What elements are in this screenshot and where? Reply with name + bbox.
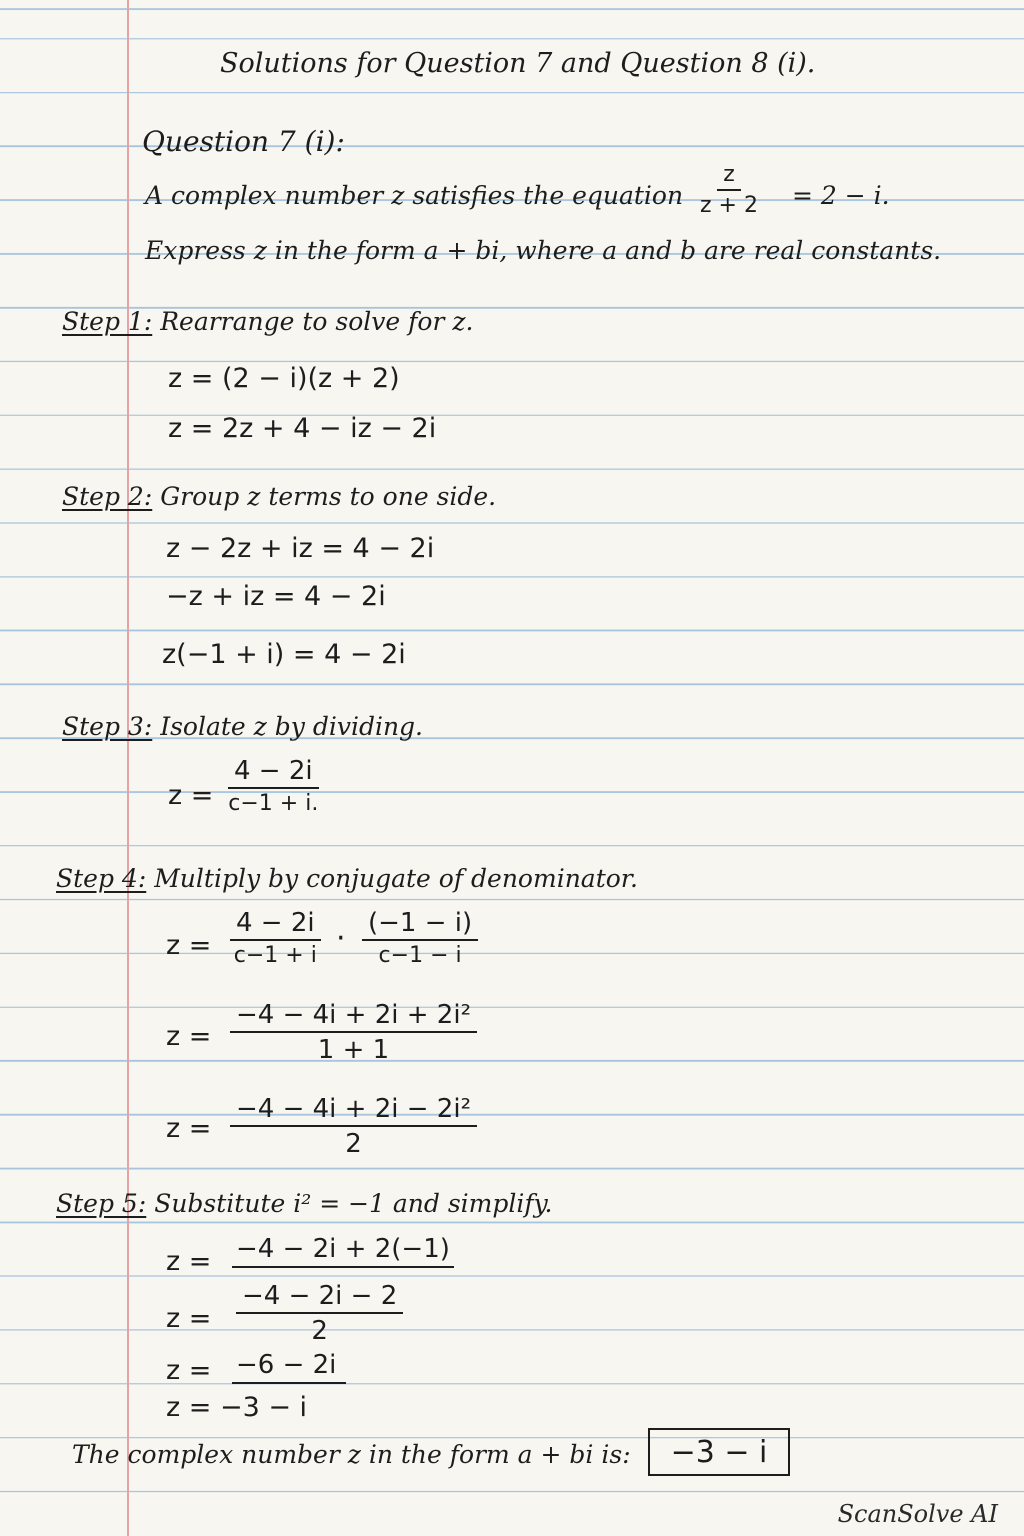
step4-fraction-1: [230, 910, 321, 967]
step4-fraction-3: [230, 1002, 477, 1063]
step2-desc: Group z terms to one side.: [160, 482, 497, 511]
step5-heading: [56, 1191, 552, 1216]
step4-f4-denominator: 2: [345, 1129, 362, 1159]
step4-heading: [56, 866, 638, 891]
step4-z-equals-1: z =: [166, 930, 212, 961]
step2-label: Step 2:: [62, 482, 153, 511]
notebook-margin-line: [127, 0, 129, 1536]
step3-desc: Isolate z by dividing.: [160, 712, 424, 741]
step3-z-equals: z =: [168, 780, 214, 811]
step3-numerator: 4 − 2i: [228, 758, 319, 789]
step4-f2-numerator: (−1 − i): [362, 910, 478, 941]
question-eq-numerator: z: [717, 164, 741, 191]
step3-label: Step 3:: [62, 712, 153, 741]
step5-desc: Substitute i² = −1 and simplify.: [154, 1189, 553, 1218]
step5-f2-denominator: 2: [311, 1316, 328, 1346]
page-title: Solutions for Question 7 and Question 8 (i).: [220, 48, 816, 79]
brand-watermark: ScanSolve AI: [837, 1500, 998, 1528]
step1-line-2: z = 2z + 4 − iz − 2i: [168, 413, 437, 444]
step5-z-equals-3: z =: [166, 1355, 212, 1386]
step4-z-equals-3: z =: [166, 1113, 212, 1144]
question-eq-rhs: = 2 − i.: [792, 181, 890, 210]
step2-line-3: z(−1 + i) = 4 − 2i: [162, 639, 406, 670]
step4-z-equals-2: z =: [166, 1021, 212, 1052]
answer-box: −3 − i: [648, 1428, 790, 1476]
step5-final-line: z = −3 − i: [166, 1392, 308, 1423]
step4-f1-denominator: c−1 + i: [233, 943, 317, 968]
step2-line-1: z − 2z + iz = 4 − 2i: [166, 533, 435, 564]
step5-f1-numerator: −4 − 2i + 2(−1): [232, 1236, 454, 1268]
question-line-1: A complex number z satisfies the equation: [145, 181, 684, 210]
step2-heading: [62, 484, 496, 509]
conclusion-text: The complex number z in the form a + bi is:: [72, 1440, 631, 1469]
step4-f2-denominator: c−1 − i: [378, 943, 462, 968]
question-heading: Question 7 (i):: [142, 125, 345, 158]
step4-f4-numerator: −4 − 4i + 2i − 2i²: [230, 1096, 477, 1127]
step5-f3-numerator: −6 − 2i: [232, 1352, 346, 1384]
step1-desc: Rearrange to solve for z.: [160, 307, 474, 336]
step5-f2-numerator: −4 − 2i − 2: [236, 1283, 403, 1314]
step4-f1-numerator: 4 − 2i: [230, 910, 321, 941]
step4-fraction-2: [362, 910, 478, 967]
question-equation-fraction: [700, 164, 758, 217]
step3-denominator: c−1 + i.: [228, 791, 319, 816]
step1-label: Step 1:: [62, 307, 153, 336]
step4-multiply-dot: ·: [336, 921, 346, 956]
step5-z-equals-2: z =: [166, 1303, 212, 1334]
question-eq-denominator: z + 2: [700, 193, 758, 218]
step5-label: Step 5:: [56, 1189, 147, 1218]
step2-line-2: −z + iz = 4 − 2i: [166, 581, 386, 612]
step3-heading: [62, 714, 423, 739]
step4-label: Step 4:: [56, 864, 147, 893]
step4-fraction-4: [230, 1096, 477, 1157]
question-line-2: Express z in the form a + bi, where a and b are real constants.: [145, 236, 942, 265]
step5-z-equals-1: z =: [166, 1246, 212, 1277]
step5-fraction-2: [236, 1283, 403, 1344]
step4-f3-numerator: −4 − 4i + 2i + 2i²: [230, 1002, 477, 1033]
step4-desc: Multiply by conjugate of denominator.: [154, 864, 638, 893]
step1-heading: [62, 309, 473, 334]
step3-fraction: [228, 758, 319, 815]
step1-line-1: z = (2 − i)(z + 2): [168, 363, 400, 394]
step4-f3-denominator: 1 + 1: [317, 1035, 390, 1065]
